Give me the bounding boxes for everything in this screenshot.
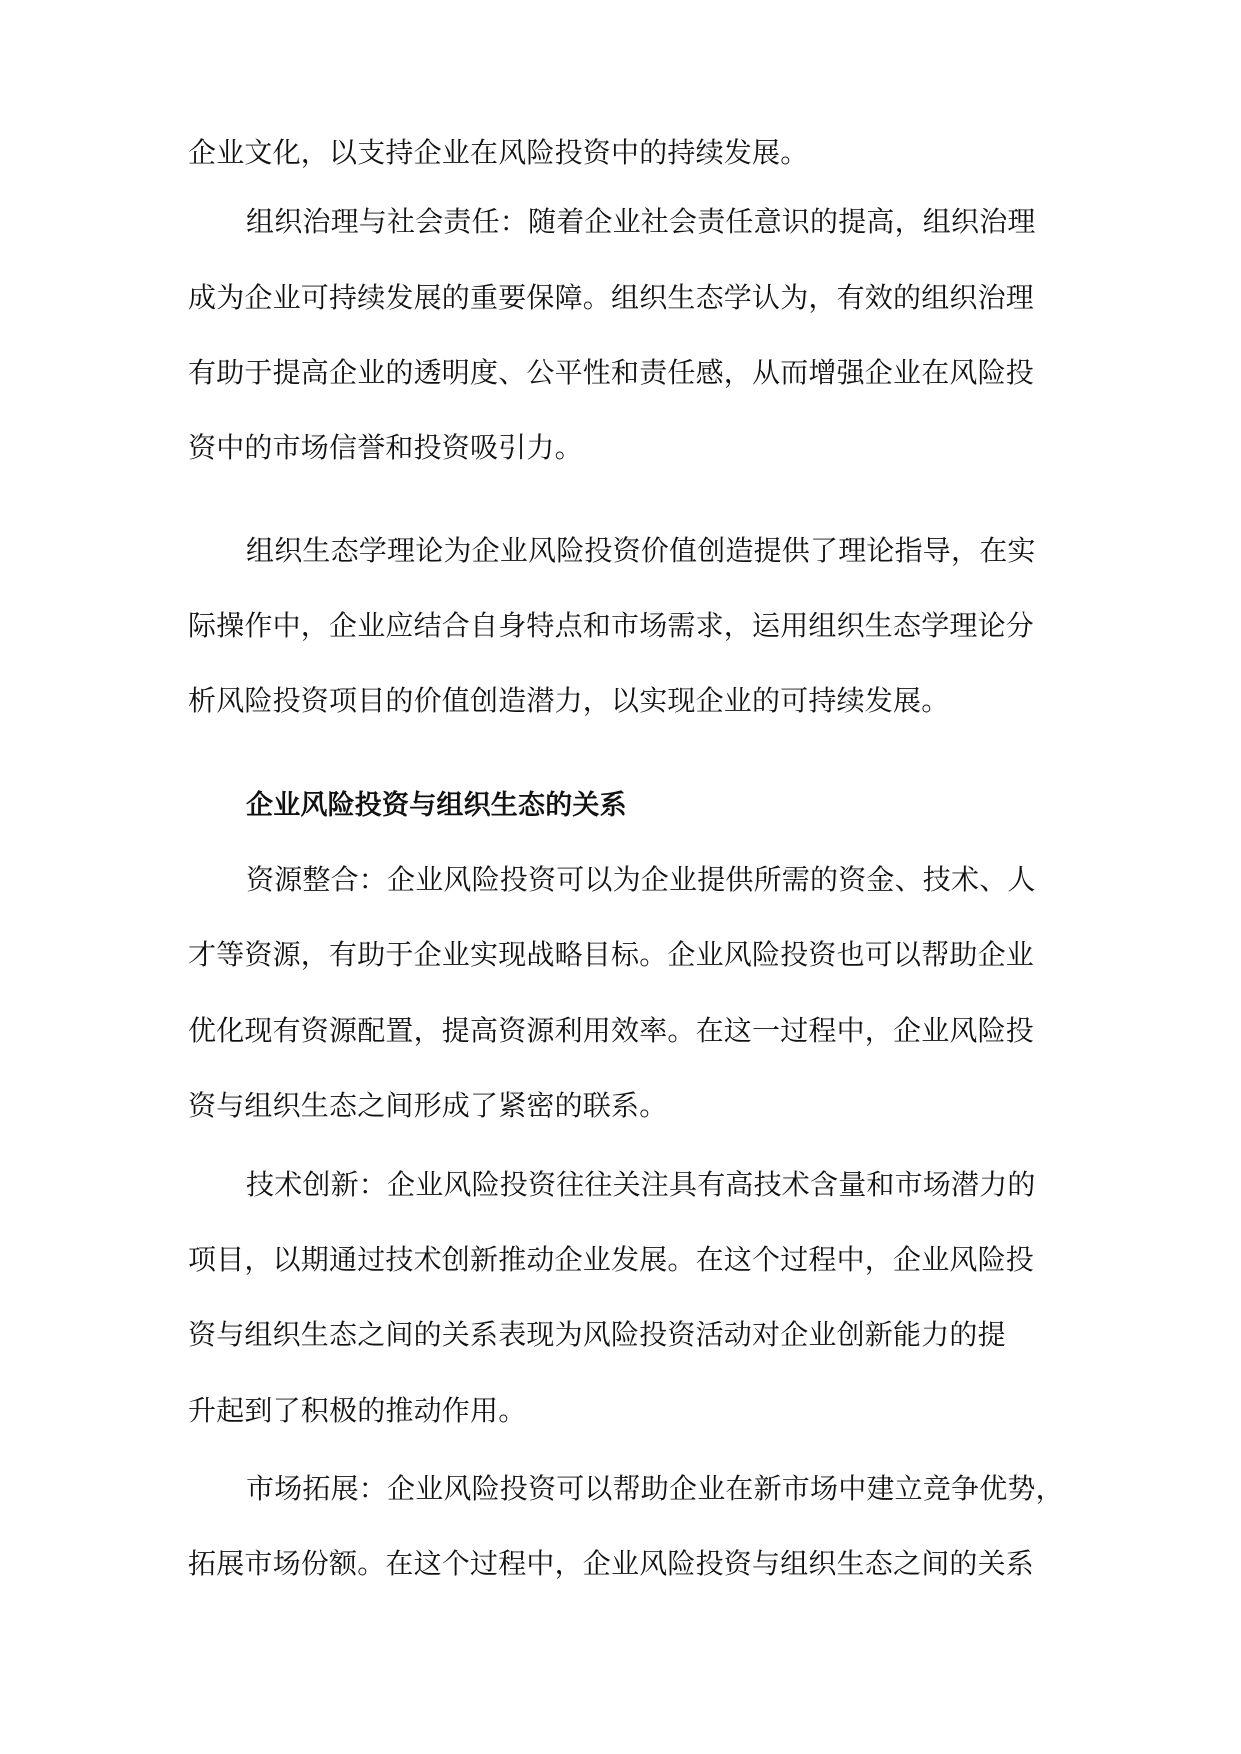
section-heading: 企业风险投资与组织生态的关系 xyxy=(246,790,627,821)
paragraph-line: 技术创新：企业风险投资往往关注具有高技术含量和市场潜力的 xyxy=(246,1168,1036,1201)
paragraph-line: 市场拓展：企业风险投资可以帮助企业在新市场中建立竞争优势， xyxy=(246,1472,1064,1505)
body-line: 企业文化，以支持企业在风险投资中的持续发展。 xyxy=(188,136,809,169)
paragraph-line: 才等资源，有助于企业实现战略目标。企业风险投资也可以帮助企业 xyxy=(188,938,1035,971)
paragraph-line: 成为企业可持续发展的重要保障。组织生态学认为，有效的组织治理 xyxy=(188,281,1035,314)
paragraph-line: 优化现有资源配置，提高资源利用效率。在这一过程中，企业风险投 xyxy=(188,1014,1035,1047)
paragraph-line: 析风险投资项目的价值创造潜力，以实现企业的可持续发展。 xyxy=(188,684,950,717)
paragraph-line: 升起到了积极的推动作用。 xyxy=(188,1394,527,1427)
paragraph-line: 有助于提高企业的透明度、公平性和责任感，从而增强企业在风险投 xyxy=(188,356,1035,389)
paragraph-line: 际操作中，企业应结合自身特点和市场需求，运用组织生态学理论分 xyxy=(188,609,1035,642)
paragraph-line: 拓展市场份额。在这个过程中，企业风险投资与组织生态之间的关系 xyxy=(188,1547,1035,1580)
paragraph-line: 组织生态学理论为企业风险投资价值创造提供了理论指导，在实 xyxy=(246,534,1036,567)
paragraph-line: 项目，以期通过技术创新推动企业发展。在这个过程中，企业风险投 xyxy=(188,1243,1035,1276)
paragraph-line: 资与组织生态之间形成了紧密的联系。 xyxy=(188,1089,668,1122)
paragraph-line: 组织治理与社会责任：随着企业社会责任意识的提高，组织治理 xyxy=(246,205,1036,238)
paragraph-line: 资源整合：企业风险投资可以为企业提供所需的资金、技术、人 xyxy=(246,863,1036,896)
paragraph-line: 资与组织生态之间的关系表现为风险投资活动对企业创新能力的提 xyxy=(188,1318,1006,1351)
paragraph-line: 资中的市场信誉和投资吸引力。 xyxy=(188,431,583,464)
